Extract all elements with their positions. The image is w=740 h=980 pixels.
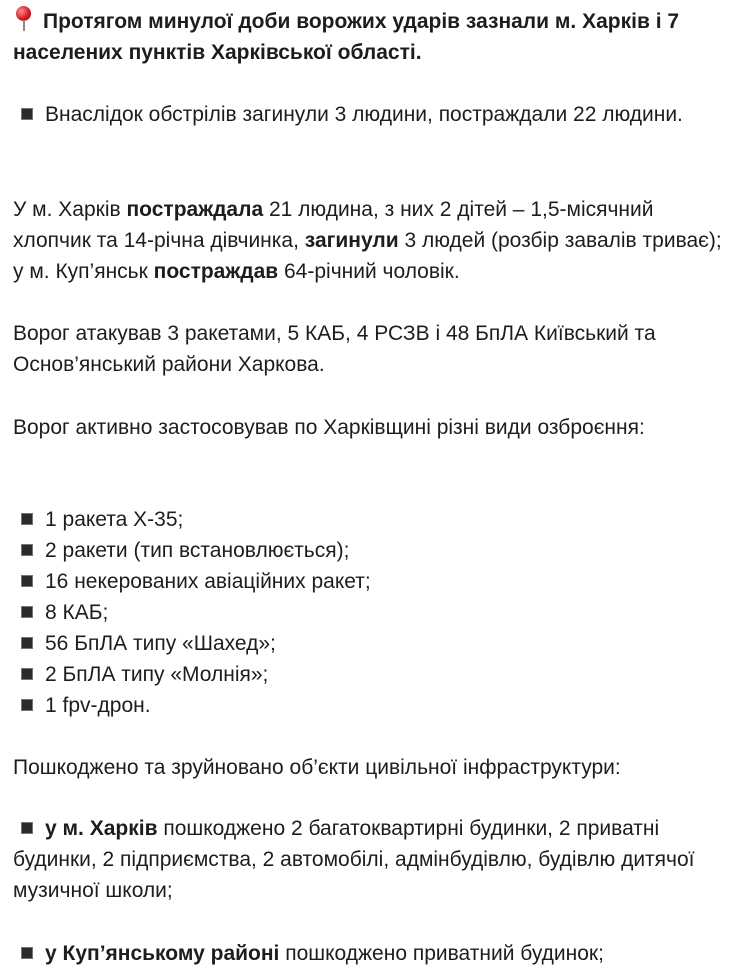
list-item: 16 некерованих авіаційних ракет; [13,566,725,597]
list-item: 1 ракета Х-35; [13,504,725,535]
damage-item: у Куп’янському районі пошкоджено приватний будинок; [13,938,725,969]
damage-item: у м. Харків пошкоджено 2 багатоквартирні будинки, 2 приватні будинки, 2 підприємства, 2 автомобілі, адмінбудівлю, будівлю дитячої музичної школи; [13,817,695,902]
headline: Протягом минулої доби ворожих ударів зазнали м. Харків і 7 населених пунктів Харківської області. [13,6,725,68]
list-item: 8 КАБ; [13,597,725,628]
black-square-bullet-icon [21,544,33,556]
black-square-bullet-icon [21,637,33,649]
casualties-paragraph: Внаслідок обстрілів загинули 3 людини, постраждали 22 людини. [13,99,725,130]
list-item: 56 БпЛА типу «Шахед»; [13,628,725,659]
list-item: 1 fpv-дрон. [13,690,725,721]
kharkiv-paragraph: У м. Харків постраждала 21 людина, з них 2 дітей – 1,5-місячний хлопчик та 14-річна дівчинка, загинули 3 людей (розбір завалів триває); у м. Куп’янськ постраждав 64-річний чоловік. [13,198,722,283]
round-pushpin-icon [13,6,35,32]
list-item: 2 ракети (тип встановлюється); [13,535,725,566]
list-item: 2 БпЛА типу «Молнія»; [13,659,725,690]
black-square-bullet-icon [21,822,33,834]
black-square-bullet-icon [21,108,33,120]
weapons-intro: Ворог активно застосовував по Харківщині різні види озброєння: [13,416,645,439]
attack-paragraph: Ворог атакував 3 ракетами, 5 КАБ, 4 РСЗВ і 48 БпЛА Київський та Основ’янський райони Харкова. [13,322,656,376]
damage-intro: Пошкоджено та зруйновано об’єкти цивільної інфраструктури: [13,756,621,779]
black-square-bullet-icon [21,668,33,680]
black-square-bullet-icon [21,699,33,711]
black-square-bullet-icon [21,513,33,525]
black-square-bullet-icon [21,606,33,618]
black-square-bullet-icon [21,947,33,959]
black-square-bullet-icon [21,575,33,587]
weapons-list [13,504,725,721]
